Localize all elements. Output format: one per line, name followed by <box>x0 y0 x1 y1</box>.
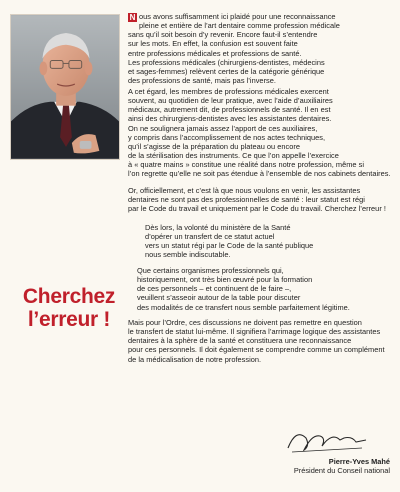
paragraph-6: Mais pour l’Ordre, ces discussions ne doivent pas remettre en question le transfert de statut lui-même. Il signifiera l’arrimage logique des assistantes dentaires à la sphère de la santé et constituera une reconnaissance pour ces personnels. Il doit également se comprendre comme un complément de la médicalisation de notre profession. <box>128 318 385 364</box>
drop-cap: N <box>129 13 136 22</box>
author-name: Pierre-Yves Mahé <box>328 457 390 466</box>
pull-quote: Cherchez l’erreur ! <box>22 285 116 331</box>
signature-image <box>282 424 370 456</box>
paragraph-3: Or, officiellement, et c’est là que nous voulons en venir, les assistantes dentaires ne sont pas des professionnelles de santé : leur statut est régi par le Code du travail et uniquement par le Code du travail. Cherchez l’erreur ! <box>128 186 386 214</box>
paragraph-4: Dès lors, la volonté du ministère de la Santé d’opérer un transfert de ce statut actuel vers un statut régi par le Code de la santé publique nous semble indiscutable. <box>145 223 314 260</box>
paragraph-2: A cet égard, les membres de professions médicales exercent souvent, au quotidien de leur pratique, avec l’aide d’auxiliaires médicaux, autrement dit, de professionnels de santé. Il en est ainsi des chirurgiens-dentistes avec les assistantes dentaires. On ne soulignera jamais assez l’apport de ces auxiliaires, y compris dans l’accomplissement de nos actes techniques, qu’il s’agisse de la préparation du plateau ou encore de la stérilisation des instruments. Ce que l’on appelle l’exercice à « quatre mains » constitue une réalité dans notre profession, même si l’on regrette qu’elle ne soit pas étendue à l’ensemble de nos cabinets dentaires. <box>128 87 391 179</box>
author-portrait <box>10 14 120 160</box>
paragraph-1: ous avons suffisamment ici plaidé pour une reconnaissance pleine et entière de l’art dentaire comme profession médicale sans qu’il soit besoin d’y revenir. Encore faut-il s’entendre sur les mots. En effet, la confusion est souvent faite entre professions médicales et professions de santé. Les professions médicales (chirurgiens-dentistes, médecins et sages-femmes) relèvent certes de la catégorie générique des professions de santé, mais pas l’inverse. <box>128 12 340 86</box>
intro-paragraph <box>128 12 390 85</box>
portrait-image <box>11 15 119 159</box>
author-title: Président du Conseil national <box>293 466 390 475</box>
paragraph-5: Que certains organismes professionnels qui, historiquement, ont très bien œuvré pour la formation de ces personnels – et continuent de le faire –, veuillent s’asseoir autour de la table pour discuter des modalités de ce transfert nous semble parfaitement légitime. <box>137 266 350 312</box>
author-block <box>200 457 390 475</box>
